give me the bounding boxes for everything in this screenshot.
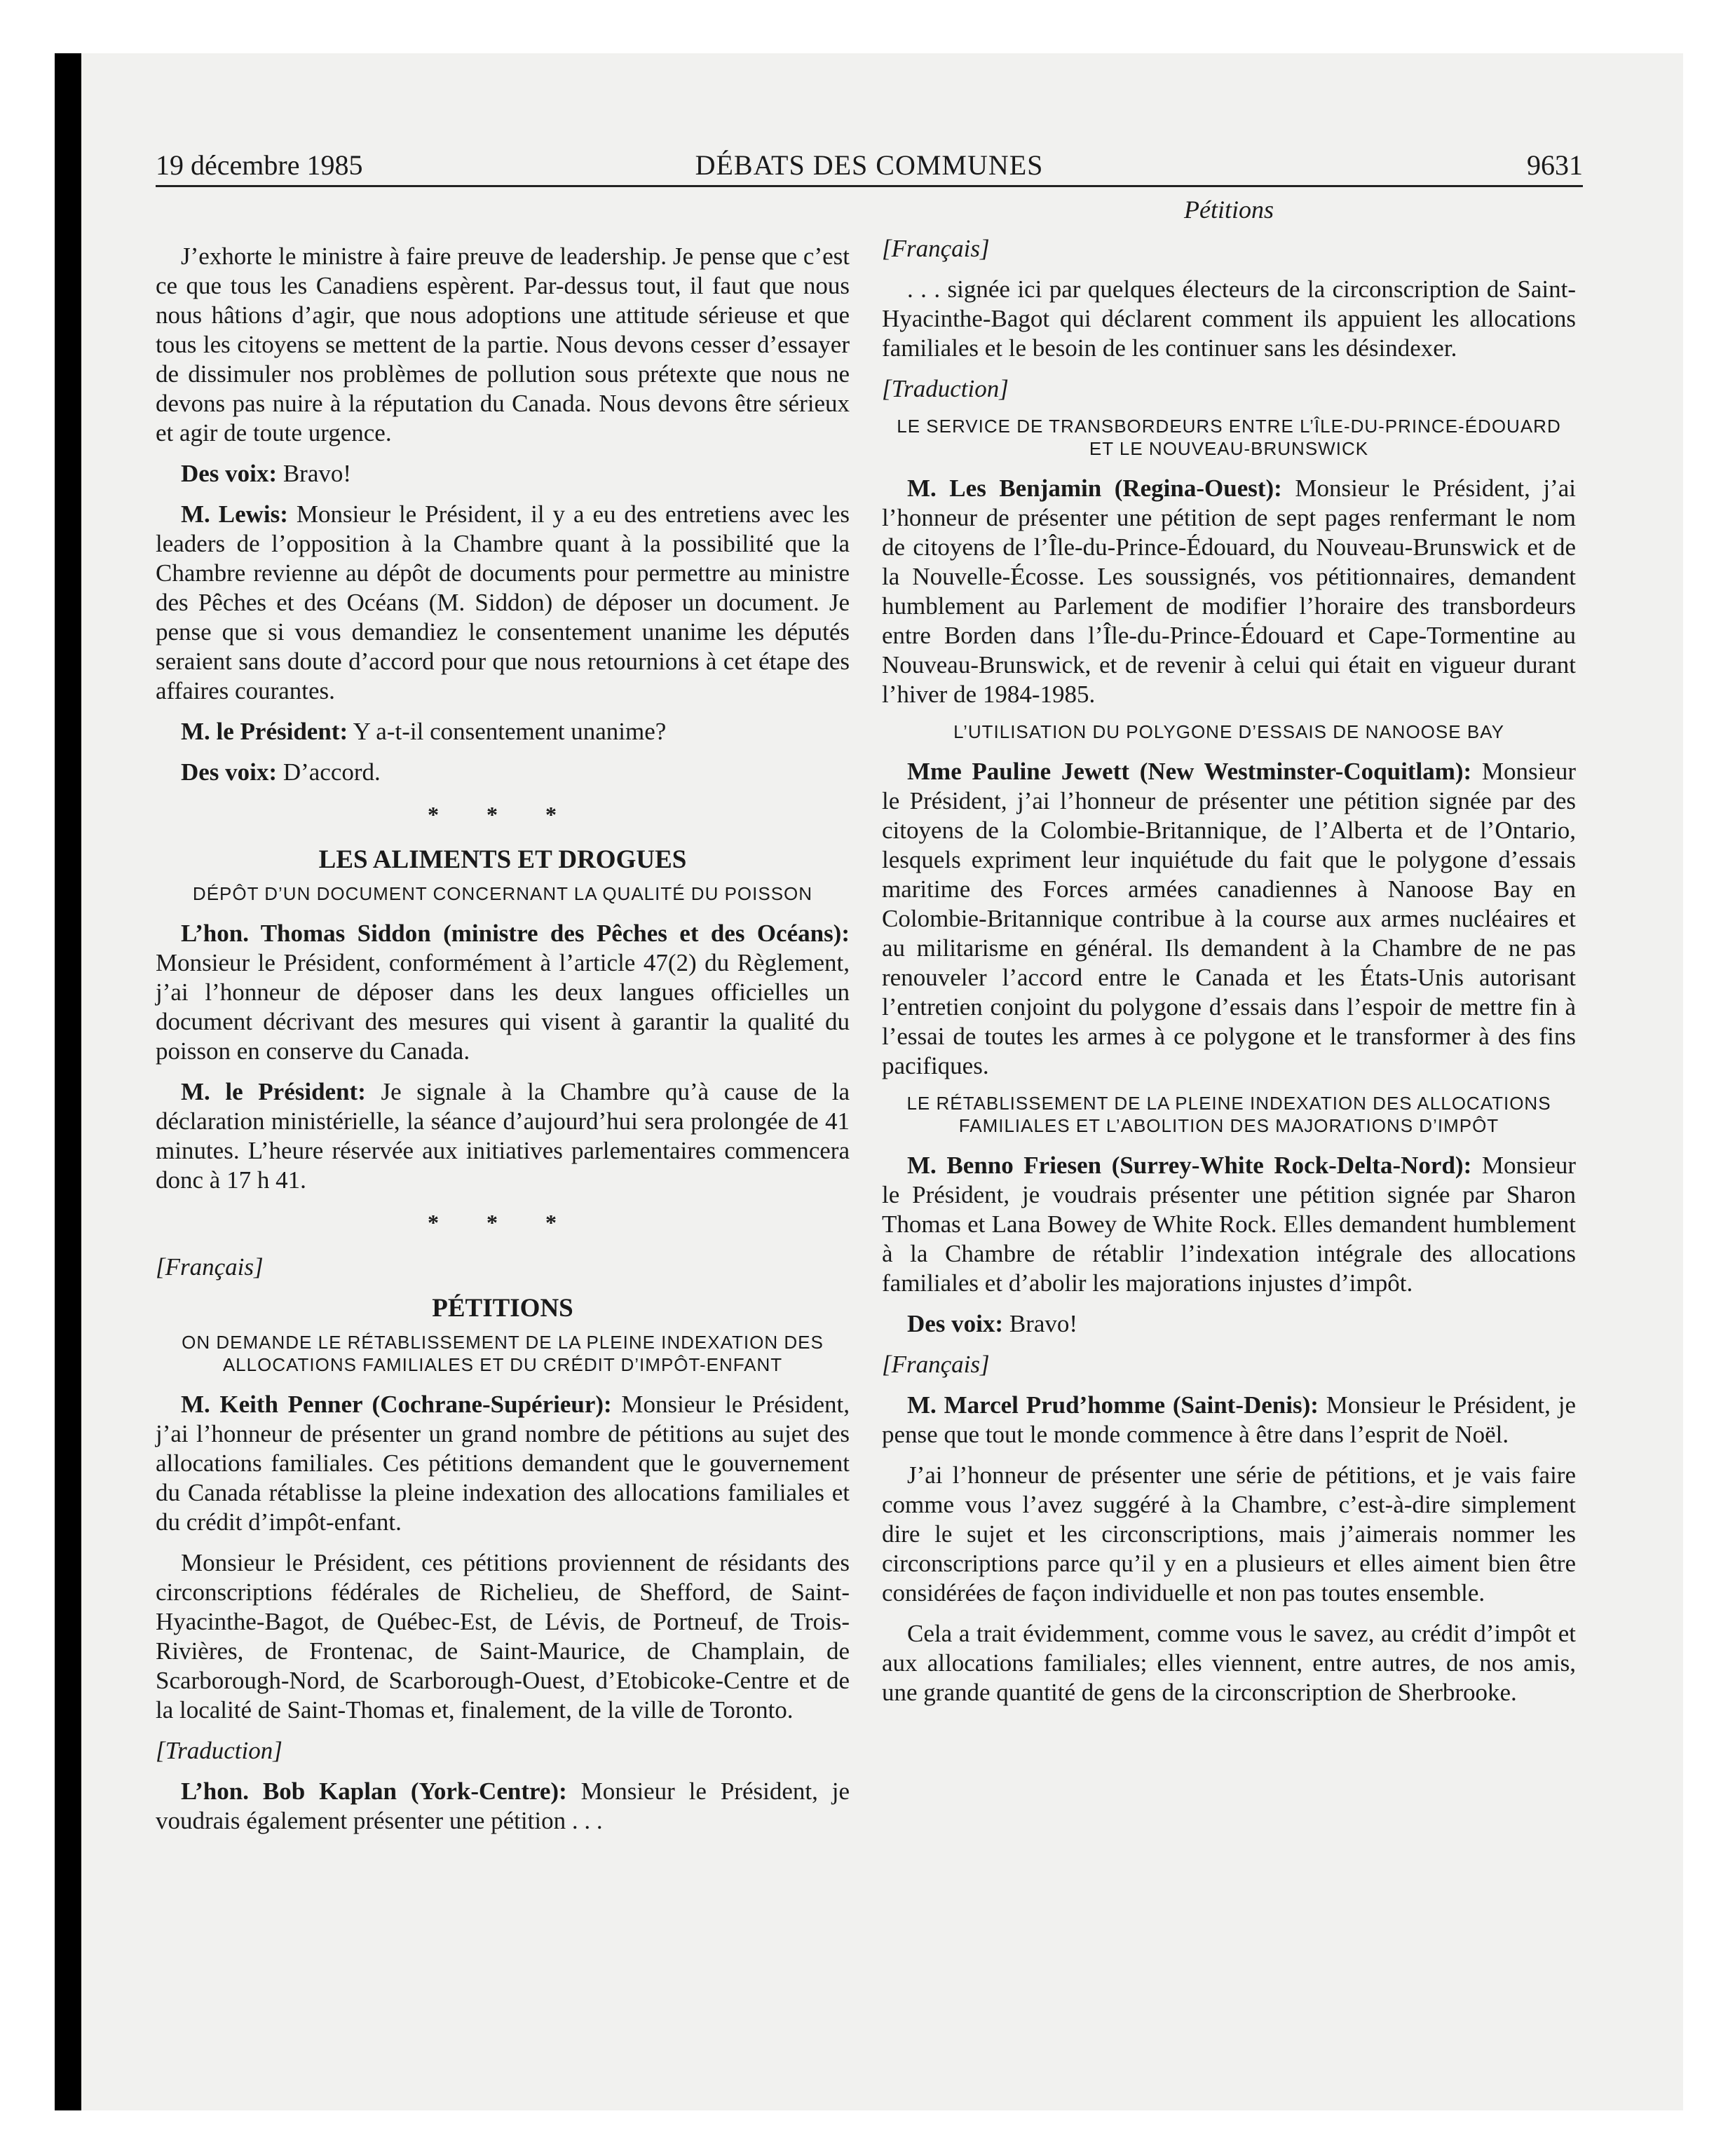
- paragraph: [882, 757, 1576, 1081]
- paragraph: [882, 1391, 1576, 1449]
- header-date: 19 décembre 1985: [156, 149, 363, 181]
- speaker: M. Les Benjamin (Regina-Ouest):: [907, 475, 1282, 502]
- speaker: Des voix:: [181, 758, 278, 786]
- language-marker: [Français]: [882, 235, 990, 262]
- paragraph: [156, 459, 850, 489]
- speech: D’accord.: [277, 758, 381, 786]
- speech: Monsieur le Président, il y a eu des entretiens avec les leaders de l’opposition à la Chambre quant à la possibilité que la Chambre revienne au dépôt de documents pour permettre au ministre des Pêches et des Océans (M. Siddon) de déposer un document. Je pense que si vous demandiez le consentement unanime les députés seraient sans doute d’accord pour que nous retournions à cet étape des affaires courantes.: [156, 500, 850, 704]
- language-marker: [Traduction]: [882, 375, 1009, 402]
- speech: Bravo!: [277, 460, 352, 487]
- header-title: DÉBATS DES COMMUNES: [695, 149, 1044, 181]
- paragraph: J’exhorte le ministre à faire preuve de leadership. Je pense que c’est ce que tous les Canadiens espèrent. Par-dessus tout, il faut que nous nous hâtions d’agir, que nous adoptions une attitude sérieuse et que tous les citoyens se mettent de la partie. Nous devons cesser d’essayer de dissimuler nos problèmes de pollution sous prétexte que nous ne devons pas nuire à la réputation du Canada. Nous devons être sérieux et agir de toute urgence.: [156, 243, 850, 446]
- speech: Monsieur le Président, conformément à l’article 47(2) du Règlement, j’ai l’honneur de déposer dans les deux langues officielles un document décrivant des mesures qui visent à garantir la qualité du poisson en conserve du Canada.: [156, 949, 850, 1065]
- speaker: M. Benno Friesen (Surrey-White Rock-Delta-Nord):: [907, 1152, 1472, 1179]
- scan-edge-bar: [55, 53, 81, 2110]
- header-page-number: 9631: [1527, 149, 1583, 181]
- page-header: [156, 149, 1583, 187]
- subsection-heading: DÉPÔT D’UN DOCUMENT CONCERNANT LA QUALITÉ DU POISSON: [192, 883, 813, 904]
- right-column: [882, 195, 1576, 1719]
- language-marker: [Français]: [882, 1351, 990, 1378]
- paragraph: [156, 919, 850, 1066]
- speaker: M. le Président:: [181, 1078, 366, 1105]
- section-heading: LES ALIMENTS ET DROGUES: [318, 845, 687, 874]
- speaker: M. Lewis:: [181, 500, 288, 528]
- speaker: Mme Pauline Jewett (New Westminster-Coquitlam):: [907, 758, 1472, 785]
- paragraph: . . . signée ici par quelques électeurs de la circonscription de Saint-Hyacinthe-Bagot qui déclarent comment ils appuient les allocations familiales et le besoin de les continuer sans les désindexer.: [882, 275, 1576, 362]
- paragraph: [156, 1777, 850, 1836]
- paragraph: [156, 500, 850, 706]
- paragraph: Cela a trait évidemment, comme vous le savez, au crédit d’impôt et aux allocations familiales; elles viennent, entre autres, de nos amis, une grande quantité de gens de la circonscription de Sherbrooke.: [882, 1620, 1576, 1706]
- left-column: [156, 242, 850, 1847]
- paragraph: [882, 1151, 1576, 1298]
- speaker: M. le Président:: [181, 718, 348, 745]
- paragraph: [156, 1077, 850, 1195]
- paragraph: [156, 1390, 850, 1537]
- speech: Monsieur le Président, j’ai l’honneur de présenter une pétition de sept pages renfermant le nom de citoyens de l’Île-du-Prince-Édouard, du Nouveau-Brunswick et de la Nouvelle-Écosse. Les soussignés, vos pétitionnaires, demandent humblement au Parlement de modifier l’horaire des transbordeurs entre Borden dans l’Île-du-Prince-Édouard et Cape-Tormentine au Nouveau-Brunswick, et de revenir à celui qui était en vigueur durant l’hiver de 1984-1985.: [882, 475, 1576, 708]
- subsection-heading: L’UTILISATION DU POLYGONE D’ESSAIS DE NANOOSE BAY: [953, 721, 1504, 742]
- speaker: Des voix:: [181, 460, 278, 487]
- subsection-heading: LE RÉTABLISSEMENT DE LA PLEINE INDEXATION DES ALLOCATIONS FAMILIALES ET L’ABOLITION DES MAJORATIONS D’IMPÔT: [906, 1093, 1551, 1136]
- speech: Bravo!: [1003, 1310, 1078, 1337]
- subsection-heading: ON DEMANDE LE RÉTABLISSEMENT DE LA PLEINE INDEXATION DES ALLOCATIONS FAMILIALES ET DU CRÉDIT D’IMPÔT-ENFANT: [182, 1332, 824, 1375]
- speaker: L’hon. Thomas Siddon (ministre des Pêches et des Océans):: [181, 920, 850, 947]
- running-head: Pétitions: [1184, 196, 1274, 224]
- speech: Monsieur le Président, je pense que tout le monde commence à être dans l’esprit de Noël.: [882, 1391, 1576, 1448]
- language-marker: [Français]: [156, 1253, 264, 1281]
- speech: Monsieur le Président, j’ai l’honneur de présenter un grand nombre de pétitions au sujet des allocations familiales. Ces pétitions demandent que le gouvernement du Canada rétablisse la pleine indexation des allocations familiales et du crédit d’impôt-enfant.: [156, 1391, 850, 1536]
- section-heading: PÉTITIONS: [432, 1294, 573, 1323]
- section-separator: * * *: [428, 1210, 578, 1235]
- speaker: M. Keith Penner (Cochrane-Supérieur):: [181, 1391, 612, 1418]
- speaker: Des voix:: [907, 1310, 1004, 1337]
- speech: Monsieur le Président, je voudrais également présenter une pétition . . .: [156, 1778, 850, 1834]
- paragraph: J’ai l’honneur de présenter une série de pétitions, et je vais faire comme vous l’avez suggéré à la Chambre, c’est-à-dire simplement dire le sujet et les circonscriptions, mais j’aimerais nommer les circonscriptions parce qu’il y en a plusieurs et elles aiment bien être considérées de façon individuelle et non pas toutes ensemble.: [882, 1461, 1576, 1606]
- paragraph: [156, 717, 850, 746]
- speech: Monsieur le Président, je voudrais présenter une pétition signée par Sharon Thomas et Lana Bowey de White Rock. Elles demandent humblement à la Chambre de rétablir l’indexation intégrale des allocations familiales et d’abolir les majorations injustes d’impôt.: [882, 1152, 1577, 1297]
- paragraph: [882, 1309, 1576, 1339]
- paragraph: [156, 758, 850, 787]
- speech: Je signale à la Chambre qu’à cause de la déclaration ministérielle, la séance d’aujourd’hui sera prolongée de 41 minutes. L’heure réservée aux initiatives parlementaires commencera donc à 17 h 41.: [156, 1078, 850, 1194]
- section-separator: * * *: [428, 802, 578, 827]
- speech: Monsieur le Président, j’ai l’honneur de présenter une pétition signée par des citoyens de la Colombie-Britannique, de l’Alberta et de l’Ontario, lesquels expriment leur inquiétude du fait que le polygone d’essais maritime des Forces armées canadiennes à Nanoose Bay en Colombie-Britannique contribue à la course aux armes nucléaires et au militarisme en général. Ils demandent à la Chambre de ne pas renouveler l’accord entre le Canada et les États-Unis autorisant l’entretien conjoint du polygone d’essais dans l’espoir de mettre fin à l’essai de toutes les armes à ce polygone et le transformer à des fins pacifiques.: [882, 758, 1576, 1079]
- paragraph: Monsieur le Président, ces pétitions proviennent de résidants des circonscriptions fédérales de Richelieu, de Shefford, de Saint-Hyacinthe-Bagot, de Québec-Est, de Lévis, de Portneuf, de Trois-Rivières, de Frontenac, de Saint-Maurice, de Champlain, de Scarborough-Nord, de Scarborough-Ouest, d’Etobicoke-Centre et de la localité de Saint-Thomas et, finalement, de la ville de Toronto.: [156, 1549, 850, 1724]
- speech: Y a-t-il consentement unanime?: [348, 718, 667, 745]
- speaker: M. Marcel Prud’homme (Saint-Denis):: [907, 1391, 1319, 1419]
- paragraph: [882, 474, 1576, 709]
- subsection-heading: LE SERVICE DE TRANSBORDEURS ENTRE L’ÎLE-DU-PRINCE-ÉDOUARD ET LE NOUVEAU-BRUNSWICK: [897, 416, 1561, 459]
- speaker: L’hon. Bob Kaplan (York-Centre):: [181, 1778, 567, 1805]
- language-marker: [Traduction]: [156, 1737, 283, 1764]
